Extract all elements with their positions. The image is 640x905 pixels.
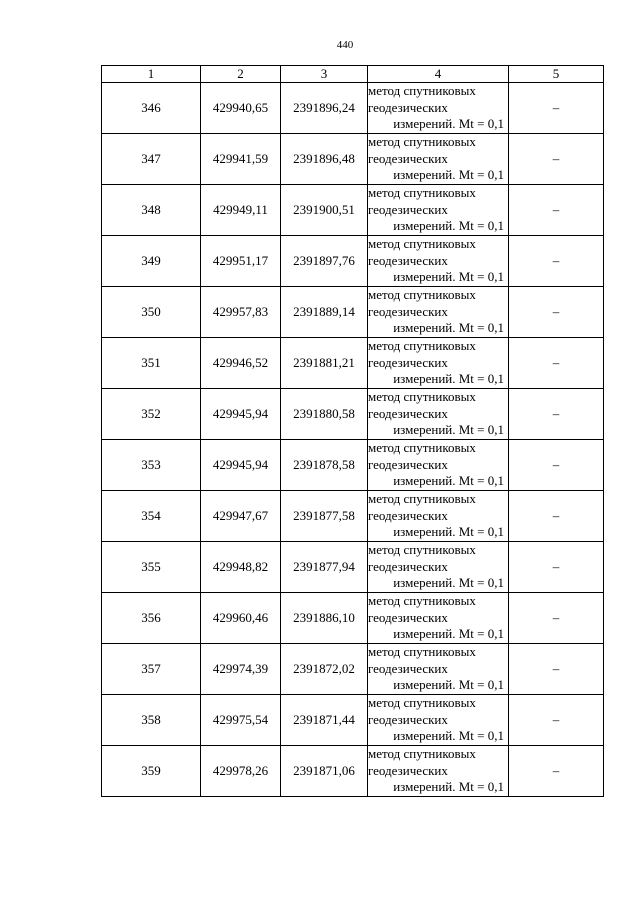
table-row	[102, 134, 604, 185]
point-number-cell: 354	[102, 491, 201, 542]
method-line: измерений. Mt = 0,1	[393, 371, 504, 387]
method-line: геодезических	[368, 660, 448, 676]
y-coordinate-cell: 2391871,06	[281, 746, 368, 797]
method-line: измерений. Mt = 0,1	[393, 269, 504, 285]
y-coordinate-cell: 2391889,14	[281, 287, 368, 338]
point-number-cell: 351	[102, 338, 201, 389]
y-coordinate-cell: 2391877,94	[281, 542, 368, 593]
method-line: геодезических	[368, 150, 448, 166]
x-coordinate-cell: 429974,39	[201, 644, 281, 695]
method-line: геодезических	[368, 354, 448, 370]
method-line: измерений. Mt = 0,1	[393, 320, 504, 336]
method-line: метод спутниковых	[368, 389, 476, 405]
table-row	[102, 491, 604, 542]
point-number-cell: 349	[102, 236, 201, 287]
table-row	[102, 695, 604, 746]
table-row	[102, 185, 604, 236]
point-number-cell: 348	[102, 185, 201, 236]
y-coordinate-cell: 2391877,58	[281, 491, 368, 542]
note-cell: –	[509, 746, 604, 797]
x-coordinate-cell: 429960,46	[201, 593, 281, 644]
x-coordinate-cell: 429940,65	[201, 83, 281, 134]
point-number-cell: 359	[102, 746, 201, 797]
point-number-cell: 347	[102, 134, 201, 185]
method-cell	[368, 593, 509, 644]
method-line: метод спутниковых	[368, 287, 476, 303]
column-header-2: 2	[201, 66, 281, 83]
table-row	[102, 287, 604, 338]
coordinates-table	[101, 65, 604, 797]
note-cell: –	[509, 491, 604, 542]
note-cell: –	[509, 287, 604, 338]
table-row	[102, 236, 604, 287]
column-header-1: 1	[102, 66, 201, 83]
method-line: измерений. Mt = 0,1	[393, 473, 504, 489]
method-cell	[368, 389, 509, 440]
method-line: геодезических	[368, 507, 448, 523]
y-coordinate-cell: 2391878,58	[281, 440, 368, 491]
page-number: 440	[336, 39, 354, 51]
method-line: метод спутниковых	[368, 185, 476, 201]
method-cell	[368, 746, 509, 797]
method-cell	[368, 236, 509, 287]
method-line: метод спутниковых	[368, 695, 476, 711]
y-coordinate-cell: 2391880,58	[281, 389, 368, 440]
method-line: измерений. Mt = 0,1	[393, 575, 504, 591]
method-cell	[368, 644, 509, 695]
note-cell: –	[509, 389, 604, 440]
x-coordinate-cell: 429941,59	[201, 134, 281, 185]
method-line: метод спутниковых	[368, 491, 476, 507]
table-row	[102, 338, 604, 389]
method-line: геодезических	[368, 99, 448, 115]
method-cell	[368, 542, 509, 593]
method-line: метод спутниковых	[368, 593, 476, 609]
header-row	[102, 66, 604, 83]
method-cell	[368, 695, 509, 746]
method-line: метод спутниковых	[368, 542, 476, 558]
table-row	[102, 440, 604, 491]
note-cell: –	[509, 83, 604, 134]
method-line: геодезических	[368, 456, 448, 472]
method-line: геодезических	[368, 762, 448, 778]
note-cell: –	[509, 134, 604, 185]
method-line: измерений. Mt = 0,1	[393, 116, 504, 132]
y-coordinate-cell: 2391886,10	[281, 593, 368, 644]
table-row	[102, 542, 604, 593]
method-cell	[368, 185, 509, 236]
method-line: метод спутниковых	[368, 440, 476, 456]
x-coordinate-cell: 429946,52	[201, 338, 281, 389]
method-line: измерений. Mt = 0,1	[393, 218, 504, 234]
note-cell: –	[509, 185, 604, 236]
x-coordinate-cell: 429975,54	[201, 695, 281, 746]
method-line: метод спутниковых	[368, 83, 476, 99]
method-line: геодезических	[368, 711, 448, 727]
method-line: геодезических	[368, 201, 448, 217]
column-header-5: 5	[509, 66, 604, 83]
method-line: геодезических	[368, 558, 448, 574]
point-number-cell: 358	[102, 695, 201, 746]
note-cell: –	[509, 695, 604, 746]
y-coordinate-cell: 2391896,24	[281, 83, 368, 134]
point-number-cell: 353	[102, 440, 201, 491]
note-cell: –	[509, 542, 604, 593]
method-line: измерений. Mt = 0,1	[393, 728, 504, 744]
x-coordinate-cell: 429957,83	[201, 287, 281, 338]
column-header-4: 4	[368, 66, 509, 83]
x-coordinate-cell: 429948,82	[201, 542, 281, 593]
point-number-cell: 350	[102, 287, 201, 338]
x-coordinate-cell: 429945,94	[201, 389, 281, 440]
y-coordinate-cell: 2391900,51	[281, 185, 368, 236]
x-coordinate-cell: 429945,94	[201, 440, 281, 491]
method-line: геодезических	[368, 405, 448, 421]
method-cell	[368, 491, 509, 542]
method-line: измерений. Mt = 0,1	[393, 524, 504, 540]
y-coordinate-cell: 2391881,21	[281, 338, 368, 389]
method-cell	[368, 83, 509, 134]
table-row	[102, 389, 604, 440]
method-line: измерений. Mt = 0,1	[393, 167, 504, 183]
note-cell: –	[509, 338, 604, 389]
x-coordinate-cell: 429951,17	[201, 236, 281, 287]
x-coordinate-cell: 429978,26	[201, 746, 281, 797]
y-coordinate-cell: 2391896,48	[281, 134, 368, 185]
method-line: метод спутниковых	[368, 236, 476, 252]
method-line: метод спутниковых	[368, 134, 476, 150]
method-line: измерений. Mt = 0,1	[393, 626, 504, 642]
method-line: геодезических	[368, 303, 448, 319]
note-cell: –	[509, 440, 604, 491]
column-header-3: 3	[281, 66, 368, 83]
x-coordinate-cell: 429949,11	[201, 185, 281, 236]
method-cell	[368, 134, 509, 185]
method-line: геодезических	[368, 609, 448, 625]
method-line: метод спутниковых	[368, 338, 476, 354]
point-number-cell: 355	[102, 542, 201, 593]
table-row	[102, 593, 604, 644]
table-row	[102, 746, 604, 797]
point-number-cell: 356	[102, 593, 201, 644]
point-number-cell: 352	[102, 389, 201, 440]
method-line: измерений. Mt = 0,1	[393, 677, 504, 693]
y-coordinate-cell: 2391872,02	[281, 644, 368, 695]
method-cell	[368, 287, 509, 338]
method-cell	[368, 338, 509, 389]
method-line: метод спутниковых	[368, 644, 476, 660]
method-line: метод спутниковых	[368, 746, 476, 762]
note-cell: –	[509, 236, 604, 287]
note-cell: –	[509, 644, 604, 695]
x-coordinate-cell: 429947,67	[201, 491, 281, 542]
point-number-cell: 346	[102, 83, 201, 134]
note-cell: –	[509, 593, 604, 644]
table-row	[102, 83, 604, 134]
y-coordinate-cell: 2391871,44	[281, 695, 368, 746]
method-cell	[368, 440, 509, 491]
y-coordinate-cell: 2391897,76	[281, 236, 368, 287]
method-line: геодезических	[368, 252, 448, 268]
method-line: измерений. Mt = 0,1	[393, 422, 504, 438]
table-row	[102, 644, 604, 695]
method-line: измерений. Mt = 0,1	[393, 779, 504, 795]
table-body	[102, 83, 604, 797]
point-number-cell: 357	[102, 644, 201, 695]
